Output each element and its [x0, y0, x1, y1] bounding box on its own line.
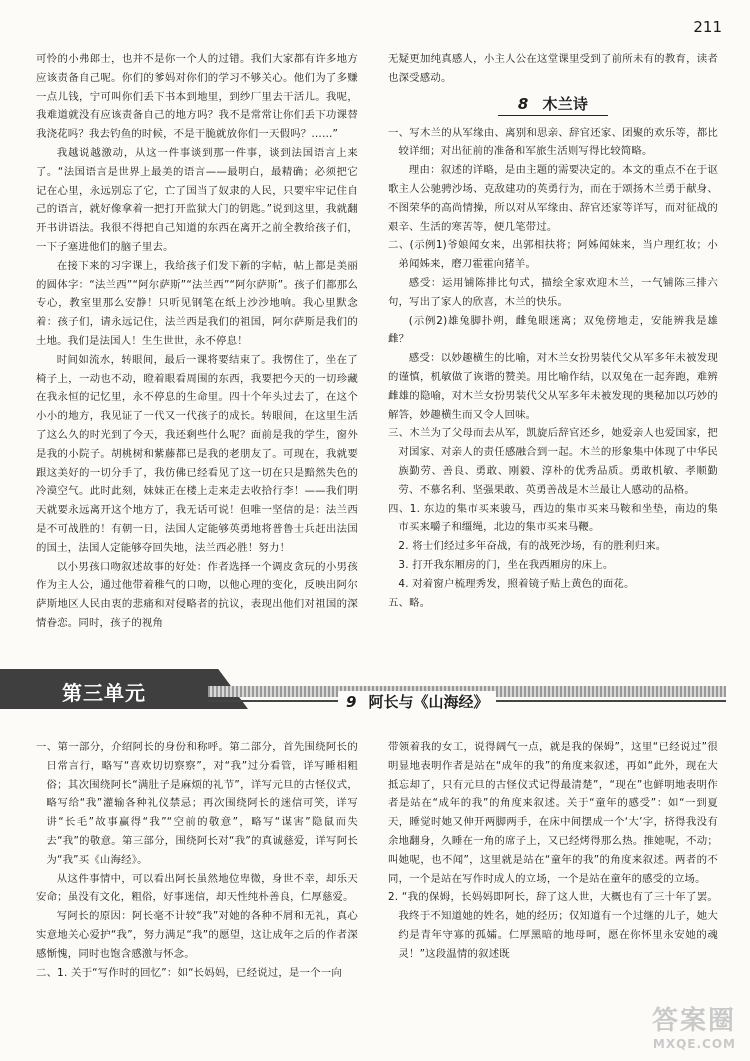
lesson-title: 木兰诗 [542, 94, 589, 113]
answer-item: 4. 对着窗户梳理秀发，照着镜子贴上黄色的面花。 [398, 577, 635, 590]
paragraph: 写阿长的原因：阿长毫不计较“我”对她的各种不屑和无礼，真心实意地关心爱护“我”，努力满足“我”的愿望，这让成年之后的作者深感惭愧，同时也饱含感激与怀念。 [36, 910, 358, 960]
right-column-top [388, 50, 718, 612]
answer-item: 二、(示例1)爷娘闻女来，出郭相扶将；阿姊闻妹来，当户理红妆；小弟闻姊来，磨刀霍霍向猪羊。 [388, 239, 718, 271]
left-column-top [36, 50, 358, 633]
answer-item: 二、1. 关于“写作时的回忆”：如“长妈妈，已经说过，是一个一向 [36, 966, 342, 979]
right-column-bottom [388, 738, 718, 964]
left-column-bottom [36, 738, 358, 982]
lesson-9-title [338, 691, 496, 712]
paragraph: 我越说越激动，从这一件事谈到那一件事，谈到法国语言上来了。“法国语言是世界上最美的语言——最明白，最精确；必须把它记在心里，永远别忘了它，亡了国当了奴隶的人民，只要牢牢记住自己的语言，就好像拿着一把打开监狱大门的钥匙。”说到这里，我就翻开书讲语法。我很不得把自己知道的东西在离开之前全教给孩子们，一下子塞进他们的脑子里去。 [36, 146, 358, 253]
answer-item: 感受：运用铺陈排比句式，描绘全家欢迎木兰，一气铺陈三排六句，写出了家人的欣喜，木兰的快乐。 [388, 276, 718, 308]
answer-item: 一、写木兰的从军缘由、离别和思亲、辞官还家、团聚的欢乐等，都比较详细；对出征前的准备和军旅生活则写得比较简略。 [388, 126, 718, 158]
answer-item: 理由：叙述的详略，是由主题的需要决定的。本文的重点不在于讴歌主人公驰骋沙场、克敌建功的英勇行为，而在于颂扬木兰勇于献身、不图荣华的高尚情操，所以对从军缘由、辞官还家等详写，而对征战的艰辛、生活的寒苦等，便几笔带过。 [388, 164, 718, 233]
watermark-text: 答案圈 [651, 1006, 736, 1036]
answer-item: 2. 将士们经过多年奋战，有的战死沙场，有的胜利归来。 [398, 540, 667, 553]
watermark-url: MXQE.COM [652, 1037, 736, 1051]
title-underline [498, 115, 608, 116]
lesson-number: 8 [517, 94, 529, 113]
answer-item: 一、第一部分，介绍阿长的身份和称呼。第二部分，首先围绕阿长的日常言行，略写“喜欢切切察察”，对“我”过分看管，详写睡相粗俗；其次围绕阿长“满肚子是麻烦的礼节”，详写元旦的古怪仪式，略写给“我”灌输各种礼仪禁忌；再次围绕阿长的迷信可笑，详写讲“长毛”故事赢得“我”“空前的敬意”，略写“谋害”隐鼠而失去“我”的敬意。第三部分，围绕阿长对“我”的真诚慈爱，详写阿长为“我”买《山海经》。 [36, 741, 358, 866]
answer-item: 3. 打开我东厢房的门，坐在我西厢房的床上。 [398, 558, 614, 571]
unit-banner [0, 667, 750, 719]
lesson-number: 9 [346, 693, 357, 711]
page-number: 211 [693, 18, 722, 36]
paragraph: 在接下来的习字课上，我给孩子们发下新的字帖，帖上都是美丽的圆体字：“法兰西”“阿尔萨斯”“法兰西”“阿尔萨斯”。孩子们都那么专心，教室里那么安静！只听见钢笔在纸上沙沙地响。我心里默念着：孩子们，请永远记住，法兰西是我们的祖国，阿尔萨斯是我们的土地。我们是法国人！生生世世，永不停息！ [36, 259, 358, 347]
answer-item: 感受：以妙趣横生的比喻，对木兰女扮男装代父从军多年未被发现的谨慎，机敏做了诙谐的赞美。用比喻作结，以双兔在一起奔跑，难辨雌雄的隐喻，对木兰女扮男装代父从军多年未被发现的奥秘加以巧妙的解答，妙趣横生而又令人回味。 [388, 352, 718, 421]
paragraph: 时间如流水，转眼间，最后一课将要结束了。我愣住了，坐在了椅子上，一动也不动，瞪着眼看周围的东西，我要把今天的一切珍藏在我永恒的记忆里，永不停息的生命里。四十个年头过去了，在这个小小的地方，我见证了一代又一代孩子的成长。转眼间，在这里生活了这么久的时光到了今天，我还剩些什么呢？面前是我的学生，窗外是我的小院子。胡桃树和紫藤都已是我的老朋友了。可现在，我就要跟这美好的一切分手了，我仿佛已经看见了这一切在只是黯然失色的冷漠空气。此时此刻，妹妹正在楼上走来走去收拾行李！——我们明天就要永远离开这个地方了，我无话可说！但唯一坚信的是：法兰西是不可战胜的！有朝一日，法国人定能够英勇地将普鲁士兵赶出法国的国土，法国人定能够夺回失地，法兰西必胜！努力！ [36, 353, 358, 554]
paragraph: 无疑更加纯真感人，小主人公在这堂课里受到了前所未有的教育，读者也深受感动。 [388, 53, 718, 84]
answer-item: 三、木兰为了父母而去从军，凯旋后辞官还乡，她爱亲人也爱国家，把对国家、对亲人的责任感融合到一起。木兰的形象集中体现了中华民族勤劳、善良、勇敢、刚毅、淳朴的优秀品质。勇敢机敏、孝顺勤劳、不慕名利、坚强果敢、英勇善战是木兰最让人感动的品格。 [388, 427, 718, 496]
paragraph: 从这件事情中，可以看出阿长虽然地位卑微，身世不幸，却乐天安命；虽没有文化，粗俗，好事迷信，却天性纯朴善良，仁厚慈爱。 [36, 872, 358, 904]
paragraph: 以小男孩口吻叙述故事的好处：作者选择一个调皮贪玩的小男孩作为主人公，通过他带着稚气的口吻，以他心理的变化，反映出阿尔萨斯地区人民由衷的悲痛和对侵略者的抗议，表现出他们对祖国的深情眷恋。同时，孩子的视角 [36, 560, 358, 629]
watermark-logo [652, 1000, 736, 1051]
unit-title: 第三单元 [62, 681, 146, 705]
lesson-title: 阿长与《山海经》 [368, 693, 489, 711]
lesson-8-title [388, 93, 718, 116]
answer-item: 五、略。 [388, 596, 431, 609]
answer-item: 四、1. 东边的集市买来骏马，西边的集市买来马鞍和坐垫，南边的集市买来嚼子和缰绳，北边的集市买来马鞭。 [388, 502, 718, 534]
paragraph: 带领着我的女工，说得阔气一点，就是我的保姆”，这里“已经说过”很明显地表明作者是站在“成年的我”的角度来叙述，再如“此外，现在大抵忘却了，只有元旦的古怪仪式记得最清楚”，“现在”也鲜明地表明作者是站在“成年的我”的角度来叙述。关于“童年的感受”：如“一到夏天，睡觉时她又伸开两脚两手，在床中间摆成一个‘大’字，挤得我没有余地翻身，久睡在一角的席子上，又已经烤得那么热。推她呢，不动；叫她呢，也不闻”，这里就是站在“童年的我”的角度来叙述。两者的不同，一个是站在写作时成人的立场，一个是站在童年的感受的立场。 [388, 741, 718, 885]
paragraph: 可怜的小弗郎士，也并不是你一个人的过错。我们大家都有许多地方应该责备自己呢。你们的爹妈对你们的学习不够关心。他们为了多赚一点儿钱，宁可叫你们丢下书本到地里，到纱厂里去干活儿。我呢，我难道就没有应该责备自己的地方吗？我不是常常让你们丢下功课替我浇花吗？我去钓鱼的时候，不是干脆就放你们一天假吗？……” [36, 53, 358, 141]
answer-item: 2. “我的保姆，长妈妈即阿长，辞了这人世，大概也有了三十年了罢。我终于不知道她的姓名，她的经历；仅知道有一个过继的儿子，她大约是青年守寡的孤孀。仁厚黑暗的地母呵，愿在你怀里永安她的魂灵！”这段温情的叙述既 [388, 891, 718, 960]
answer-item: (示例2)雄兔脚扑朔，雌兔眼迷离；双兔傍地走，安能辨我是雄雌？ [388, 314, 718, 346]
